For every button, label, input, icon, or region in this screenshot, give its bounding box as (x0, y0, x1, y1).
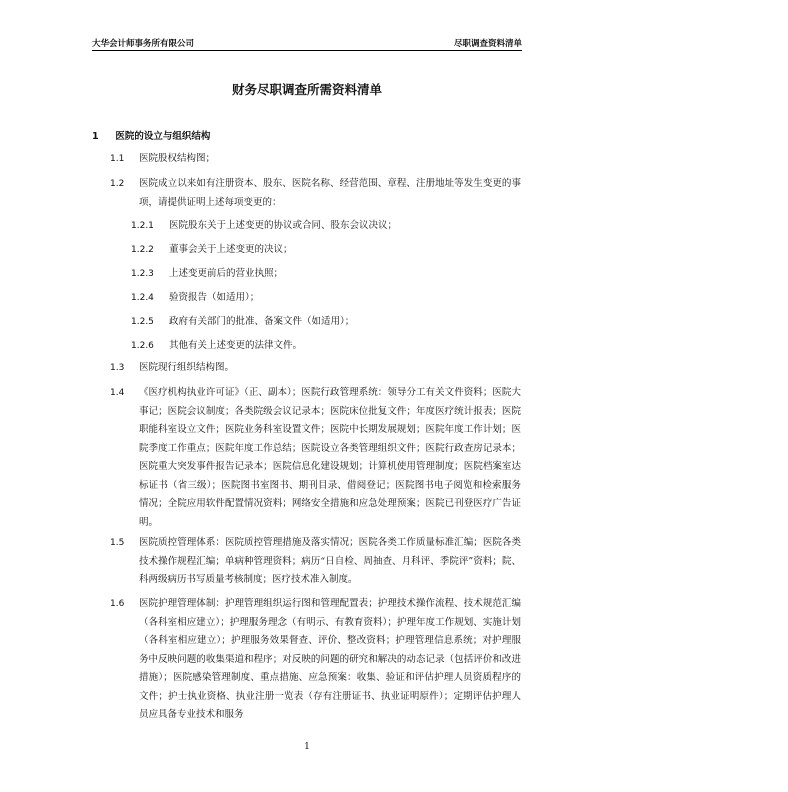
item-number: 1.3 (110, 363, 125, 373)
item-number: 1.2.5 (131, 317, 154, 327)
item-number: 1.6 (110, 599, 125, 609)
item-number: 1.2.6 (131, 341, 154, 351)
item-text: 医院股权结构图； (139, 153, 216, 164)
item-number: 1.1 (110, 154, 125, 164)
item-text: 政府有关部门的批准、备案文件（如适用）； (169, 316, 355, 327)
page-header (92, 36, 522, 51)
item-text: 医院成立以来如有注册资本、股东、医院名称、经营范围、章程、注册地址等发生变更的事项，请提供证明上述每项变更的： (139, 178, 521, 208)
item-text: 其他有关上述变更的法律文件。 (169, 340, 303, 351)
section-title: 医院的设立与组织结构 (115, 131, 211, 142)
section-heading (92, 128, 210, 142)
item-number: 1.5 (110, 538, 125, 548)
item-number: 1.2.3 (131, 269, 154, 279)
header-company: 大华会计师事务所有限公司 (92, 39, 195, 49)
item-text: 董事会关于上述变更的决议； (169, 244, 293, 255)
item-text: 医院股东关于上述变更的协议或合同、股东会议决议； (169, 220, 398, 231)
item-text: 验资报告（如适用）； (169, 292, 260, 303)
item-number: 1.2.4 (131, 293, 154, 303)
item-text: 上述变更前后的营业执照； (169, 268, 284, 279)
item-number: 1.2.1 (131, 221, 154, 231)
header-doc-title: 尽职调查资料清单 (453, 39, 522, 49)
item-text: 医院质控管理体系：医院质控管理措施及落实情况；医院各类工作质量标准汇编；医院各类技术操作规程汇编；单病种管理资料；病历“日自检、周抽查、月科评、季院评”资料；院、科两级病历书写质量考核制度；医疗技术准入制度。 (139, 537, 521, 585)
item-number: 1.2 (110, 179, 125, 189)
item-number: 1.2.2 (131, 245, 154, 255)
item-text: 《医疗机构执业许可证》（正、副本）；医院行政管理系统：领导分工有关文件资料；医院大事记；医院会议制度；各类院级会议记录本；医院床位批复文件；年度医疗统计报表；医院职能科室设立文件；医院业务科室设置文件；医院中长期发展规划；医院年度工作计划；医院季度工作重点；医院年度工作总结；医院设立各类管理组织文件；医院行政查房记录本；医院重大突发事件报告记录本；医院信息化建设规划；计算机使用管理制度；医院档案室达标证书（省三级）；医院图书室图书、期刊目录、借阅登记；医院图书电子阅览和检索服务情况；全院应用软件配置情况资料；网络安全措施和应急处理预案；医院已刊登医疗广告证明。 (139, 387, 521, 528)
section-number: 1 (92, 131, 99, 142)
item-text: 医院护理管理体制：护理管理组织运行图和管理配置表；护理技术操作流程、技术规范汇编（各科室相应建立）；护理服务理念（有明示、有教育资料）；护理年度工作规划、实施计划（各科室相应建立）；护理服务效果督查、评价、整改资料；护理管理信息系统；对护理服务中反映问题的收集渠道和程序；对反映的问题的研究和解决的动态记录（包括评价和改进措施）；医院感染管理制度、重点措施、应急预案：收集、验证和评估护理人员资质程序的文件；护士执业资格、执业注册一览表（存有注册证书、执业证明原件）；定期评估护理人员应具备专业技术和服务 (139, 598, 521, 720)
page-number: 1 (304, 742, 310, 752)
item-text: 医院现行组织结构图。 (139, 362, 235, 373)
document-title: 财务尽职调查所需资料清单 (231, 82, 382, 97)
item-number: 1.4 (110, 388, 125, 398)
